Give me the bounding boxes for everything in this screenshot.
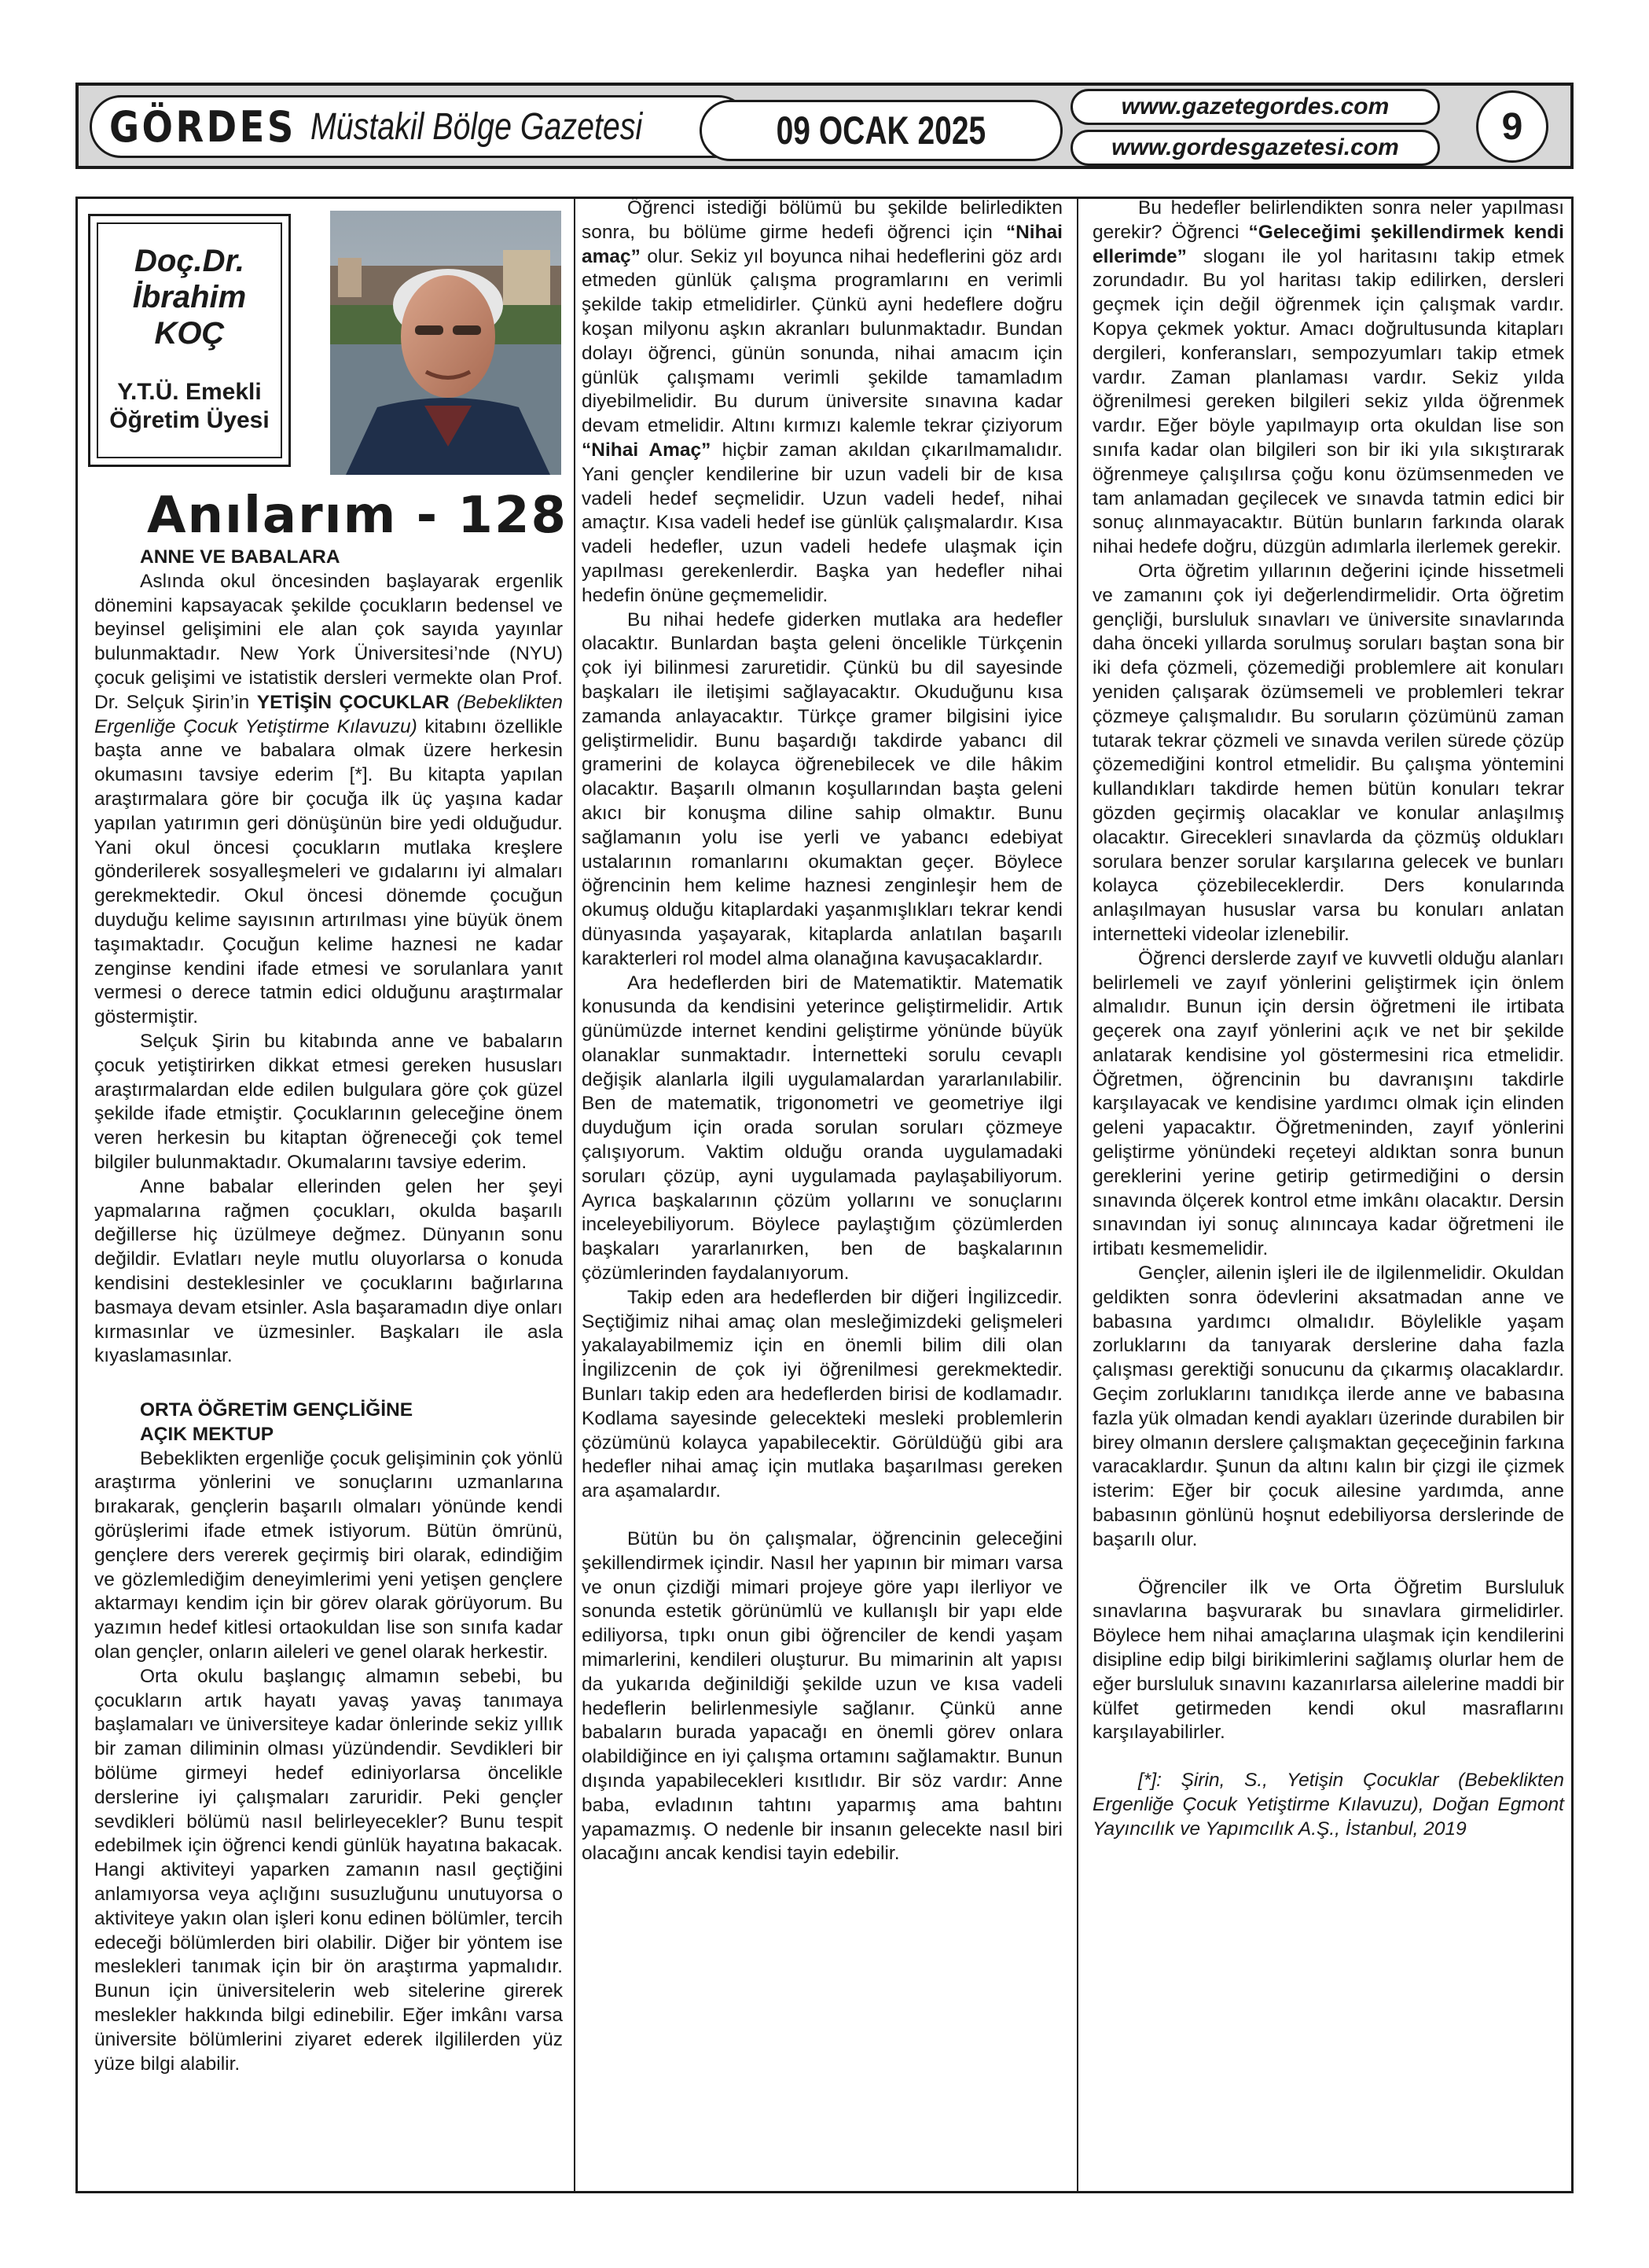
page-number-badge (1476, 90, 1548, 163)
section-heading-parents: ANNE VE BABALARA (140, 546, 340, 568)
paragraph-6-part-c: hiçbir zaman akıldan çıkarılmamalıdır. Yani gençler kendilerine bir uzun vadeli bir de kısa vadeli hedef seçmelidir. Uzun vadeli hedef, nihai amaçtır. Kısa vadeli hedef ise günlük çalışmalardır. Kısa vadeli hedefler, uzun vadeli hedefe ulaşmak için yapılması gerekenlerdir. Başka yan hedefler nihai hedefin önüne geçmemelidir. (582, 439, 1063, 606)
issue-date: 09 OCAK 2025 (776, 108, 986, 153)
author-box-inner (97, 222, 282, 458)
paragraph-7: Bu nihai hedefe giderken mutlaka ara hedefler olacaktır. Bunlardan başta geleni öncelikle Türkçenin çok iyi bilinmesi zaruretidir. Çünkü bu dil sayesinde başkaları ile iletişimi sağlayacaktır. Okuduğunu kısa zamanda anlayacaktır. Türkçe gramer bilgisini iyice geliştirmelidir. Bunu başardığı takdirde yabancı dil gramerini de kolayca öğrenebilecek ve dile hâkim olacaktır. Başarılı olmanın koşullarından başta geleni akıcı bir konuşma diline sahip olmaktır. Bunu sağlamanın yolu ise yerli ve yabancı edebiyat ustalarının romanlarını okumaktan geçer. Böylece öğrencinin hem kelime haznesi zenginleşir hem de okumuş olduğu kitaplardaki yaşanmışlıkları tekrar kendi dünyasında yaşayarak, kitaplarda anlatılan başarılı karakterleri rol model alma olanağına kavuşacaklardır. (582, 608, 1063, 969)
paragraph-10: Bütün bu ön çalışmalar, öğrencinin geleceğini şekillendirmek içindir. Nasıl her yapının bir mimarı varsa ve onun çizdiği mimari projeye göre yapı ilerliyor ve sonunda estetik görünümlü ve kullanışlı bir yapı elde ediliyorsa, tıpkı onun gibi öğrenciler de kendi yaşam mimarlerini, kendileri oluşturur. Bu mimarinin alt yapısı da yukarıda değinildiği şekilde uzun ve kısa vadeli hedeflerin belirlenmesiyle sağlanır. Çünkü anne babaların burada yapacağı en önemli görev onlara olabildiğince en iyi çalışma ortamını sağlamaktır. Bunun dışında yapabilecekleri kısıtlıdır. Bir söz vardır: Anne baba, evladının tahtını yaparmış ama bahtını yapamazmış. O nedenle bir insanın gelecekte nasıl biri olacağını ancak kendisi tayin edebilir. (582, 1528, 1063, 1865)
website-link-1[interactable]: www.gazetegordes.com (1121, 94, 1390, 119)
paragraph-15: Öğrenciler ilk ve Orta Öğretim Bursluluk sınavlarına başvurarak bu sınavlara girmelidirler. Böylece hem nihai amaçlarına ulaşmak için kendilerini disipline edip bilgi birikimlerini sağlamış olurlar hem de eğer bursluluk sınavını kazanırlarsa ailelerine maddi bir külfet getirmeden kendi okul masraflarını karşılayabilirler. (1093, 1576, 1564, 1744)
author-first-name: İbrahim (132, 280, 247, 314)
paragraph-13: Öğrenci derslerde zayıf ve kuvvetli olduğu alanları belirlemeli ve zayıf yönlerini geliştirmek için önlem almalıdır. Bunun için dersin öğretmeni ile irtibata geçerek ona zayıf yönlerini açık ve net bir şekilde anlatarak kendisine yol göstermesini rica etmelidir. Öğretmen, öğrencinin bu davranışını takdirle karşılayacak ve kendisine yardımcı olmak için elinden geleni yapacaktır. Öğretmeninden, zayıf yönlerini geliştirme yönündeki reçeteyi aldıktan sonra bunun gereklerini yerine getirip getirmediğini o dersin sınavında ölçerek kontrol etme imkânı olacaktır. Dersin sınavından iyi sonuç alınıncaya kadar öğretmeni ile irtibatı kesmemelidir. (1093, 947, 1565, 1260)
book-title: YETİŞİN ÇOCUKLAR (256, 691, 450, 713)
section-heading-youth-line-1: ORTA ÖĞRETİM GENÇLİĞİNE (140, 1399, 413, 1421)
text-column-1 (94, 546, 563, 2076)
paragraph-1-part-a: Aslında okul öncesinden başlayarak ergenlik dönemini kapsayacak şekilde çocukların bedensel ve beyinsel gelişimini ele alan çok sayıda yayınlar bulunmaktadır. New York Üniversitesi’nde (NYU) çocuk gelişimi ve istatistik dersleri vermekte olan Prof. Dr. Selçuk Şirin’in (94, 570, 563, 713)
paragraph-3: Anne babalar ellerinden gelen her şeyi yapmalarına rağmen çocukları, okulda başarılı değillerse hiç üzülmeye değmez. Dünyanın sonu değildir. Evlatları neyle mutlu oluyorlarsa o konuda kendisini desteklesinler ve çocuklarını bağırlarına basmaya devam etsinler. Asla başaramadın diye onları kırmasınlar ve üzmesinler. Başkaları ile asla kıyaslamasınlar. (94, 1175, 563, 1367)
paragraph-1-part-b: kitabını özellikle başta anne ve babalara olmak üzere herkesin okumasını tavsiye ederim [*]. Bu kitapta yapılan araştırmalara göre bir çocuğa ilk üç yaşına kadar yapılan yatırımın geri dönüşünün bire yedi olduğudur. Yani okul öncesi çocukların mutlaka kreşlere gönderilerek sosyalleşmeleri ve gıdalarını iyi almaları gerekmektedir. Okul öncesi dönemde çocuğun duyduğu kelime sayısının artırılması yine büyük önem taşımaktadır. Çocuğun kelime haznesi ne kadar zenginse kendini ifade etmesi ve sorulanlara yanıt vermesi o derece tatmin edici olduğunu araştırmalar göstermiştir. (94, 715, 563, 1028)
text-column-3 (1093, 197, 1564, 1842)
author-title: Doç.Dr. (134, 244, 245, 278)
text-column-2 (582, 197, 1063, 1866)
paragraph-6-part-b: olur. Sekiz yıl boyunca nihai hedeflerini göz ardı etmeden günlük çalışma programlarını en verimli şekilde takip etmelidirler. Çünkü ayni hedeflere doğru koşan milyonu aşkın akranları bulunmaktadır. Bundan dolayı öğrenci, günün sonunda, nihai amacım için günlük çalışmamı verimli şekilde tamamladım diyebilmelidir. Bu durum üniversite sınavına kadar devam etmelidir. Altını kırmızı kalemle tekrar çiziyorum (582, 245, 1063, 437)
website-pill-2[interactable] (1071, 130, 1440, 166)
author-box (88, 214, 291, 467)
footnote: [*]: Şirin, S., Yetişin Çocuklar (Bebeklikten Ergenliğe Çocuk Yetiştirme Kılavuzu), Doğan Egmont Yayıncılık ve Yapımcılık A.Ş., İstanbul, 2019 (1093, 1770, 1564, 1840)
series-title: Anılarım - 128 (146, 487, 567, 545)
paragraph-5: Orta okulu başlangıç almamın sebebi, bu çocukların artık hayatı yavaş yavaş tanımaya başlamaları ve üniversiteye kadar önlerinde sekiz yıllık bir zaman diliminin olması yüzündendir. Sevdikleri bir bölüme girmeyi hedef ediniyorlarsa öncelikle derslerine iyi çalışmaları zaruridir. Peki gençler sevdikleri bölümü nasıl belirleyecekler? Bunu tespit edebilmek için öğrenci kendi günlük hayatına bakacak. Hangi aktiviteyi yaparken zamanın nasıl geçtiğini anlamıyorsa veya açlığını susuzluğunu unutuyorsa o aktiviteye yakın olan işleri konu edinen bölümler, tercih edeceği bölümlerden biri olabilir. Diğer bir yöntem ise meslekleri tanımak için bir ön araştırma yapmalıdır. Bunun için üniversitelerin web sitelerine girerek meslekler hakkında bilgi edinebilir. Eğer imkânı varsa üniversite bölümlerini ziyaret ederek ilgililerden yüz yüze bilgi alabilir. (94, 1665, 563, 2075)
newspaper-tagline: Müstakil Bölge Gazetesi (310, 105, 643, 148)
website-pill-1[interactable] (1071, 89, 1440, 125)
date-pill (700, 100, 1063, 161)
author-role (98, 378, 281, 435)
paragraph-11-part-a: Bu hedefler belirlendikten sonra neler yapılması gerekir? Öğrenci (1093, 197, 1564, 243)
emphasis-nihai-amac: “Nihai amaç” (582, 221, 1063, 267)
column-divider-1 (574, 197, 575, 2193)
author-portrait-image (330, 211, 561, 475)
brand-pill (90, 95, 750, 158)
paragraph-6 (582, 197, 1063, 608)
website-link-2[interactable]: www.gordesgazetesi.com (1111, 134, 1399, 160)
section-heading-youth-line-2: AÇIK MEKTUP (140, 1423, 274, 1445)
author-last-name: KOÇ (154, 316, 225, 351)
paragraph-6-part-a: Öğrenci istediği bölümü bu şekilde belirledikten sonra, bu bölüme girme hedefi öğrenci için (582, 197, 1063, 243)
paragraph-4: Bebeklikten ergenliğe çocuk gelişiminin çok yönlü araştırma yönlerini ve sonuçlarını uzmanlarına bırakarak, gençlerin başarılı olmaları yönünde kendi görüşlerimi ifade etmek istiyorum. Bütün ömrünü, gençlere ders vererek geçirmiş biri olarak, edindiğim ve gözlemlediğim deneyimlerimi yeni yetişen gençlere aktarmayı kendim için bir görev olarak görüyorum. Bu yazımın hedef kitlesi ortaokuldan lise son sınıfa kadar olan gençler, onların aileleri ve genel olarak herkestir. (94, 1447, 563, 1663)
paragraph-11 (1093, 197, 1564, 560)
paragraph-9: Takip eden ara hedeflerden bir diğeri İngilizcedir. Seçtiğimiz nihai amaç olan mesleğimizdeki gelişmeleri yakalayabilmemiz için en önemli bilim dili olan İngilizcenin de çok iyi öğrenilmesi gerekmektedir. Bunları takip eden ara hedeflerden birisi de kodlamadır. Kodlama sayesinde gelecekteki mesleki problemlerin çözümünü kolayca yapabilecektir. Görüldüğü gibi ara hedefler nihai amaç için mutlaka başarılması gereken ara aşamalardır. (582, 1286, 1063, 1502)
author-photo (330, 211, 561, 475)
paragraph-8: Ara hedeflerden biri de Matematiktir. Matematik konusunda da kendisini yeterince geliştirmelidir. Artık günümüzde internet kendini geliştirme yönünde büyük olanaklar sunmaktadır. İnternetteki sorulu cevaplı değişik alanlarla ilgili uygulamalardan yararlanılabilir. Ben de matematik, trigonometri ve geometriye ilgi duyduğum için orada sorulan soruları çözmeye çalışıyorum. Vaktim olduğu oranda uygulamadaki soruları çözüp, ayni uygulamada paylaşabiliyorum. Ayrıca başkalarının çözüm yollarını ve sonuçlarını inceleyebiliyorum. Böylece paylaştığım çözümlerden başkaları yararlanırken, ben de başkalarının çözümlerinden faydalanıyorum. (582, 972, 1063, 1285)
column-divider-2 (1077, 197, 1078, 2193)
paragraph-14: Gençler, ailenin işleri ile de ilgilenmelidir. Okuldan geldikten sonra ödevlerini aksatmadan anne ve babasına yardımcı olmalıdır. Böylelikle yaşam zorluklarını da tanıyarak derslerine daha fazla çalışması gerektiği sonucunu da çıkarmış olacaklardır. Geçim zorluklarını tanıdıkça ilerde anne ve babasına fazla yük olmadan kendi ayakları üzerinde durabilen bir birey olmanın derslere çalışmaktan geçeceğinin farkına varacaklardır. Şunun da altını kalın bir çizgi ile çizmek isterim: Eğer bir çocuk ailesine yardımda, anne babasının gönlünü hoşnut edebiliyorsa derslerinde de başarılı olur. (1093, 1263, 1564, 1550)
paragraph-12: Orta öğretim yıllarının değerini içinde hissetmeli ve zamanını çok iyi değerlendirmelidir. Orta öğretim gençliği, bursluluk sınavları ve üniversite sınavlarında daha önceki yıllarda sorulmuş soruları baştan sona bir iki defa çözmeli, çözemediği problemlere ait konuları yeniden çalışarak özümsemeli ve problemleri tekrar çözmeye çalışmalıdır. Bu soruların çözümünü zaman tutarak tekrar çözmeli ve sınavda verilen sürede çözüp çözemediğini kontrol etmelidir. Bu çalışma yöntemini kullandıkları takdirde hemen bütün konuları tekrar gözden geçirmiş olacaklar ve konular anlaşılmış olacaktır. Girecekleri sınavlarda da çözmüş oldukları sorulara benzer sorular karşılarına gelecek ve bunları kolayca çözebileceklerdir. Ders konularında anlaşılmayan hususlar varsa bu konuları anlatan internetteki videolar izlenebilir. (1093, 560, 1564, 945)
author-role-line-2: Öğretim Üyesi (109, 407, 270, 433)
book-subtitle: (Bebeklikten Ergenliğe Çocuk Yetiştirme Kılavuzu) (94, 691, 563, 737)
paragraph-11-part-b: sloganı ile yol haritasını takip etmek zorundadır. Bu yol haritası takip edilirken, dersleri geçmek için değil öğrenmek için çalışmak vardır. Kopya çekmek yoktur. Amacı doğrultusunda kitapları dergileri, konferansları, sempozyumları takip etmek vardır. Zaman planlaması vardır. Sekiz yılda öğrenilmesi gereken bilgileri sekiz yılda öğrenmek vardır. Eğer böyle yapılmayıp orta okuldan lise son sınıfa kadar olan bilgileri son bir iki yıla sıkıştırarak öğrenmeye çalışılırsa çoğu konu özümsenmeden ve tam anlamadan geçilecek ve sınavda tatmin edici bir sonuç alınmayacaktır. Bütün bunların farkında olarak nihai hedefe doğru, düzgün adımlarla ilerlemek gerekir. (1093, 245, 1564, 558)
page-number: 9 (1501, 105, 1523, 148)
paragraph-1 (94, 570, 563, 1030)
emphasis-slogan: “Geleceğimi şekillendirmek kendi ellerimde” (1093, 221, 1564, 267)
author-name (98, 243, 281, 351)
masthead (75, 83, 1574, 169)
paragraph-2: Selçuk Şirin bu kitabında anne ve babaların çocuk yetiştirirken dikkat etmesi gereken hususları araştırmalardan elde edilen bulgulara göre çok güzel şekilde ifade etmiştir. Çocuklarının geleceğine önem veren herkesin bu kitaptan öğreneceği çok temel bilgiler bulunmaktadır. Okumalarını tavsiye ederim. (94, 1030, 563, 1173)
emphasis-nihai-amac-2: “Nihai Amaç” (582, 439, 711, 461)
newspaper-name: GÖRDES (109, 101, 296, 152)
author-role-line-1: Y.T.Ü. Emekli (117, 379, 262, 405)
